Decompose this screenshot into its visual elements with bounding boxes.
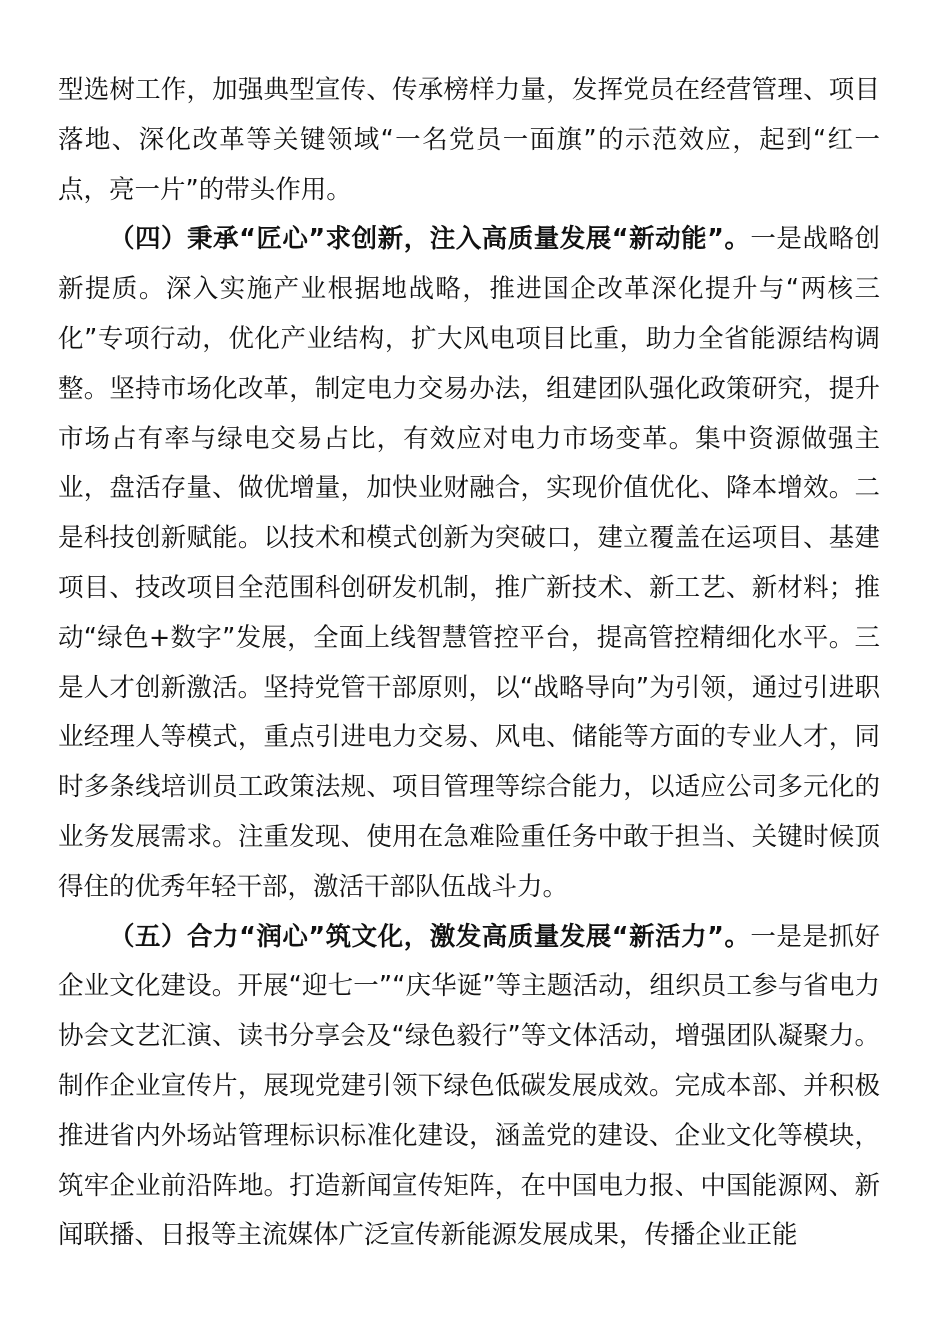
section-five-heading: （五）合力“润心”筑文化，激发高质量发展“新活力”。 <box>109 921 751 952</box>
paragraph-continuation <box>58 66 880 215</box>
section-four-heading: （四）秉承“匠心”求创新，注入高质量发展“新动能”。 <box>109 224 751 255</box>
paragraph-section-four <box>58 215 880 912</box>
section-four-body: 一是战略创新提质。深入实施产业根据地战略，推进国企改革深化提升与“两核三化”专项行动，优化产业结构，扩大风电项目比重，助力全省能源结构调整。坚持市场化改革，制定电力交易办法，组建团队强化政策研究，提升市场占有率与绿电交易占比，有效应对电力市场变革。集中资源做强主业，盘活存量、做优增量，加快业财融合，实现价值优化、降本增效。二是科技创新赋能。以技术和模式创新为突破口，建立覆盖在运项目、基建项目、技改项目全范围科创研发机制，推广新技术、新工艺、新材料；推动“绿色+数字”发展，全面上线智慧管控平台，提高管控精细化水平。三是人才创新激活。坚持党管干部原则，以“战略导向”为引领，通过引进职业经理人等模式，重点引进电力交易、风电、储能等方面的专业人才，同时多条线培训员工政策法规、项目管理等综合能力，以适应公司多元化的业务发展需求。注重发现、使用在急难险重任务中敢于担当、关键时候顶得住的优秀年轻干部，激活干部队伍战斗力。 <box>58 224 880 902</box>
paragraph-section-five <box>58 913 880 1262</box>
section-five-body: 一是是抓好企业文化建设。开展“迎七一”“庆华诞”等主题活动，组织员工参与省电力协会文艺汇演、读书分享会及“绿色毅行”等文体活动，增强团队凝聚力。制作企业宣传片，展现党建引领下绿色低碳发展成效。完成本部、并积极推进省内外场站管理标识标准化建设，涵盖党的建设、企业文化等模块，筑牢企业前沿阵地。打造新闻宣传矩阵，在中国电力报、中国能源网、新闻联播、日报等主流媒体广泛宣传新能源发展成果，传播企业正能 <box>58 921 880 1251</box>
paragraph-body: 型选树工作，加强典型宣传、传承榜样力量，发挥党员在经营管理、项目落地、深化改革等关键领域“一名党员一面旗”的示范效应，起到“红一点，亮一片”的带头作用。 <box>58 75 880 205</box>
